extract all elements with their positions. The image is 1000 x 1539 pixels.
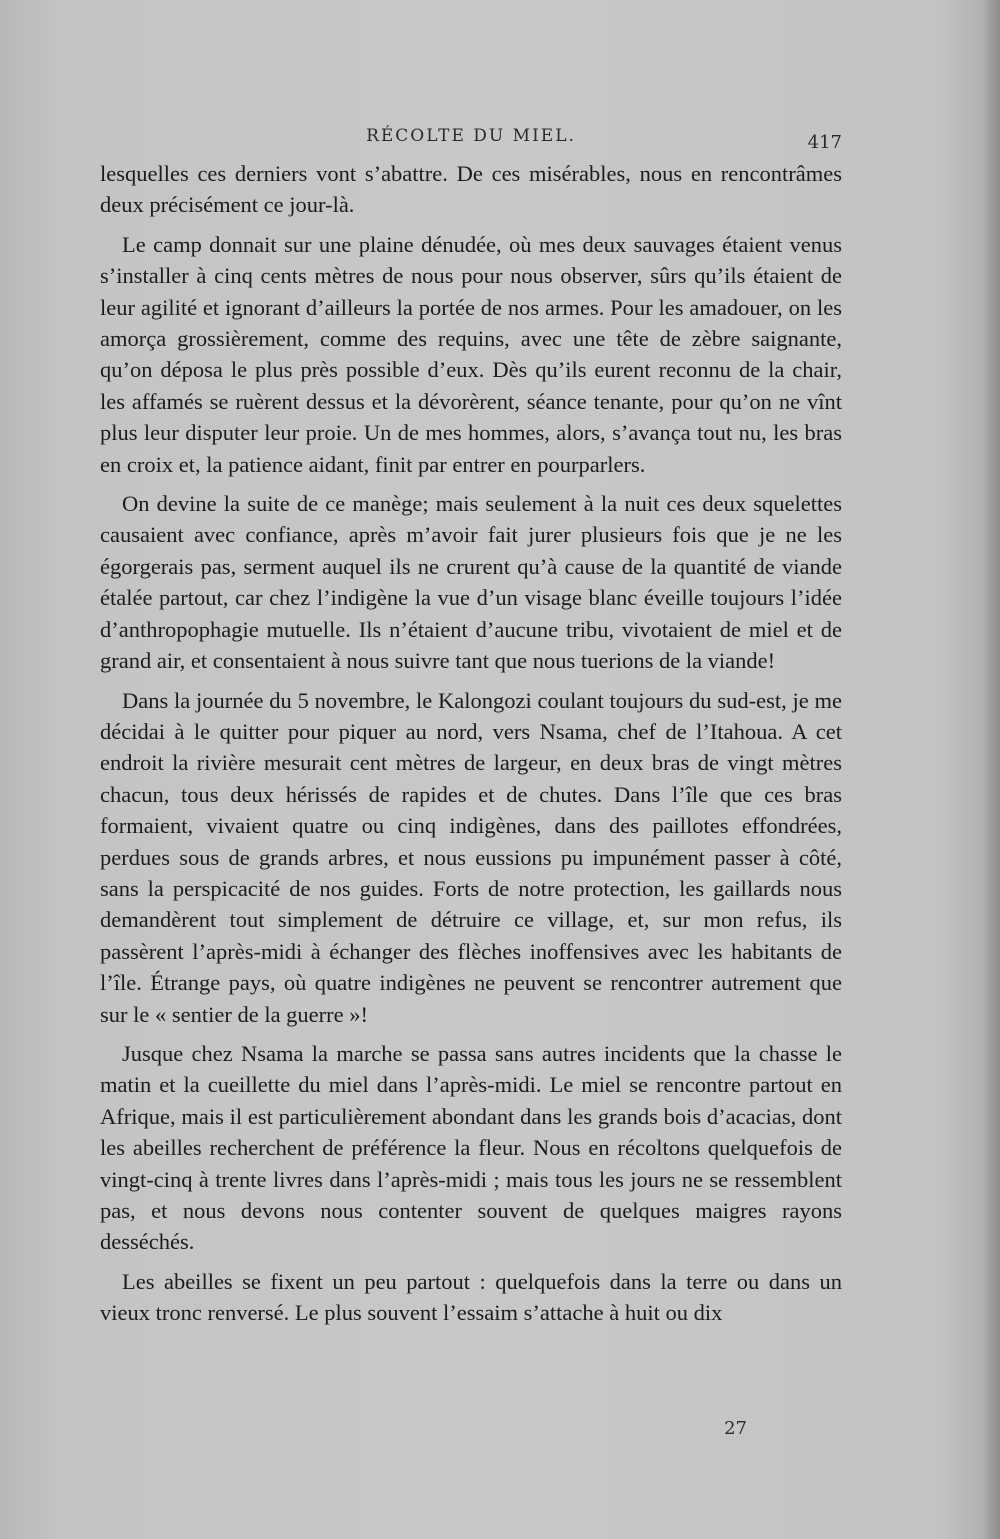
body-text — [100, 158, 842, 1329]
signature-mark: 27 — [724, 1418, 747, 1439]
page-edge-shadow — [982, 0, 1000, 1539]
paragraph: Dans la journée du 5 novembre, le Kalongozi coulant toujours du sud-est, je me décidai à le quitter pour piquer au nord, vers Nsama, chef de l’Itahoua. A cet endroit la rivière mesurait cent mètres de largeur, en deux bras de vingt mètres chacun, tous deux hérissés de rapides et de chutes. Dans l’île que ces bras formaient, vivaient quatre ou cinq indigènes, dans des paillotes effondrées, perdues sous de grands arbres, et nous eussions pu impunément passer à côté, sans la perspicacité de nos guides. Forts de notre protection, les gaillards nous demandèrent tout simplement de détruire ce village, et, sur mon refus, ils passèrent l’après-midi à échanger des flèches inoffensives avec les habitants de l’île. Étrange pays, où quatre indigènes ne peuvent se rencontrer autrement que sur le « sentier de la guerre »! — [100, 687, 842, 1027]
page-number: 417 — [807, 132, 842, 153]
paragraph: lesquelles ces derniers vont s’abattre. De ces misérables, nous en rencontrâmes deux précisément ce jour-là. — [100, 161, 842, 218]
paragraph: Les abeilles se fixent un peu partout : quelquefois dans la terre ou dans un vieux tronc renversé. Le plus souvent l’essaim s’attache à huit ou dix — [100, 1268, 842, 1326]
running-title: RÉCOLTE DU MIEL. — [366, 126, 576, 146]
paragraph: On devine la suite de ce manège; mais seulement à la nuit ces deux squelettes causaient avec confiance, après m’avoir fait jurer plusieurs fois que je ne les égorgerais pas, serment auquel ils ne crurent qu’à cause de la quantité de viande étalée partout, car chez l’indigène la vue d’un visage blanc éveille toujours l’idée d’anthropophagie mutuelle. Ils n’étaient d’aucune tribu, vivotaient de miel et de grand air, et consentaient à nous suivre tant que nous tuerions de la viande! — [100, 491, 842, 674]
page-header — [100, 126, 842, 156]
paragraph: Jusque chez Nsama la marche se passa sans autres incidents que la chasse le matin et la cueillette du miel dans l’après-midi. Le miel se rencontre partout en Afrique, mais il est particulièrement abondant dans les grands bois d’acacias, dont les abeilles recherchent de préférence la fleur. Nous en récoltons quelquefois de vingt-cinq à trente livres dans l’après-midi ; mais tous les jours ne se ressemblent pas, et nous devons nous contenter souvent de quelques maigres rayons desséchés. — [100, 1040, 842, 1255]
paragraph: Le camp donnait sur une plaine dénudée, où mes deux sauvages étaient venus s’installer à cinq cents mètres de nous pour nous observer, sûrs qu’ils étaient de leur agilité et ignorant d’ailleurs la portée de nos armes. Pour les amadouer, on les amorça grossièrement, comme des requins, avec une tête de zèbre saignante, qu’on déposa le plus près possible d’eux. Dès qu’ils eurent reconnu de la chair, les affamés se ruèrent dessus et la dévorèrent, séance tenante, pour qu’on ne vînt plus leur disputer leur proie. Un de mes hommes, alors, s’avança tout nu, les bras en croix et, la patience aidant, finit par entrer en pourparlers. — [100, 231, 842, 477]
